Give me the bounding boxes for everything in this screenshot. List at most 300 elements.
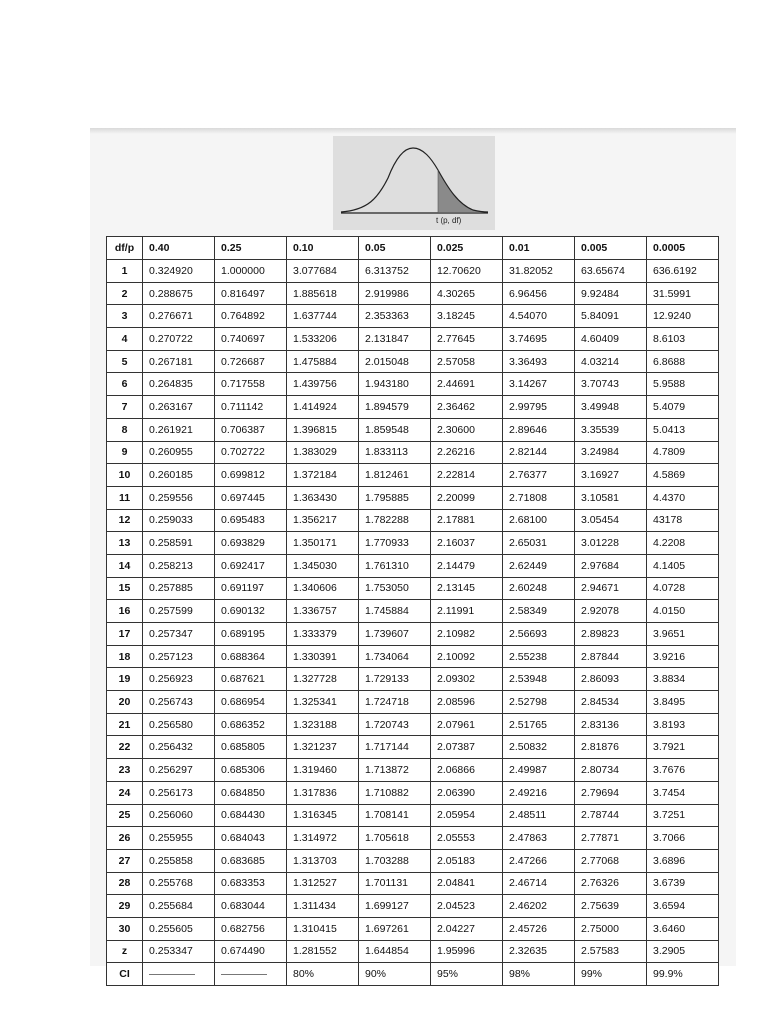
table-cell: 3.74695	[503, 328, 575, 351]
header-cell: 0.25	[215, 237, 287, 260]
header-cell: 0.01	[503, 237, 575, 260]
table-cell: 2.92078	[575, 600, 647, 623]
table-cell: 1.336757	[287, 600, 359, 623]
table-cell: 2.57058	[431, 350, 503, 373]
table-cell: 1.703288	[359, 849, 431, 872]
table-cell: 2.65031	[503, 532, 575, 555]
table-cell: 3.077684	[287, 260, 359, 283]
table-cell: 1.319460	[287, 759, 359, 782]
header-df-p: df/p	[107, 237, 143, 260]
table-cell: 1.705618	[359, 827, 431, 850]
table-cell: 2.81876	[575, 736, 647, 759]
table-cell: 2.05553	[431, 827, 503, 850]
table-cell: 1.372184	[287, 464, 359, 487]
table-cell: 4.0728	[647, 577, 719, 600]
table-cell: 3.8834	[647, 668, 719, 691]
table-cell: 2.50832	[503, 736, 575, 759]
table-cell: 2.49216	[503, 781, 575, 804]
table-cell: 0.260955	[143, 441, 215, 464]
table-row	[107, 963, 719, 986]
table-cell: 1.699127	[359, 895, 431, 918]
row-label: 9	[107, 441, 143, 464]
table-cell: 0.255858	[143, 849, 215, 872]
table-cell: 3.8495	[647, 691, 719, 714]
row-label: 30	[107, 917, 143, 940]
row-label: 22	[107, 736, 143, 759]
row-label: 23	[107, 759, 143, 782]
table-cell: 0.256923	[143, 668, 215, 691]
table-cell: 9.92484	[575, 282, 647, 305]
table-row	[107, 849, 719, 872]
table-cell: 3.8193	[647, 713, 719, 736]
table-cell: 2.62449	[503, 554, 575, 577]
table-cell: 0.256173	[143, 781, 215, 804]
table-row	[107, 350, 719, 373]
table-cell: 3.01228	[575, 532, 647, 555]
table-cell: 0.691197	[215, 577, 287, 600]
table-cell: 2.47863	[503, 827, 575, 850]
table-cell: 1.311434	[287, 895, 359, 918]
table-cell: 636.6192	[647, 260, 719, 283]
t-table	[106, 236, 719, 986]
table-cell: 1.330391	[287, 645, 359, 668]
table-cell: 1.734064	[359, 645, 431, 668]
table-cell: 3.16927	[575, 464, 647, 487]
table-cell: 3.7454	[647, 781, 719, 804]
table-cell: 2.60248	[503, 577, 575, 600]
row-label: 8	[107, 418, 143, 441]
table-cell: 2.47266	[503, 849, 575, 872]
table-cell: 2.04227	[431, 917, 503, 940]
table-cell: 4.7809	[647, 441, 719, 464]
table-cell: 0.688364	[215, 645, 287, 668]
empty-cell-dash	[215, 963, 287, 986]
header-cell: 0.05	[359, 237, 431, 260]
table-cell: 2.14479	[431, 554, 503, 577]
table-cell: 2.58349	[503, 600, 575, 623]
table-cell: 5.4079	[647, 396, 719, 419]
table-cell: 0.255768	[143, 872, 215, 895]
table-cell: 2.89823	[575, 623, 647, 646]
table-row	[107, 532, 719, 555]
density-curve	[341, 148, 488, 212]
table-cell: 31.82052	[503, 260, 575, 283]
row-label: 15	[107, 577, 143, 600]
row-label: 2	[107, 282, 143, 305]
row-label: 13	[107, 532, 143, 555]
table-cell: 3.05454	[575, 509, 647, 532]
table-cell: 2.82144	[503, 441, 575, 464]
table-row	[107, 623, 719, 646]
row-label: 18	[107, 645, 143, 668]
table-cell: 2.16037	[431, 532, 503, 555]
header-cell: 0.0005	[647, 237, 719, 260]
table-row	[107, 486, 719, 509]
table-cell: 2.44691	[431, 373, 503, 396]
table-cell: 2.07387	[431, 736, 503, 759]
table-cell: 2.84534	[575, 691, 647, 714]
table-cell: 1.753050	[359, 577, 431, 600]
table-cell: 1.717144	[359, 736, 431, 759]
table-cell: 0.259556	[143, 486, 215, 509]
table-cell: 1.720743	[359, 713, 431, 736]
table-cell: 4.30265	[431, 282, 503, 305]
table-cell: 1.894579	[359, 396, 431, 419]
table-cell: 2.07961	[431, 713, 503, 736]
table-cell: 2.99795	[503, 396, 575, 419]
table-cell: 95%	[431, 963, 503, 986]
table-row	[107, 441, 719, 464]
table-cell: 3.10581	[575, 486, 647, 509]
table-cell: 2.30600	[431, 418, 503, 441]
table-cell: 6.96456	[503, 282, 575, 305]
table-header-row	[107, 237, 719, 260]
table-cell: 0.267181	[143, 350, 215, 373]
table-cell: 2.32635	[503, 940, 575, 963]
table-cell: 1.475884	[287, 350, 359, 373]
table-row	[107, 713, 719, 736]
row-label: 4	[107, 328, 143, 351]
table-cell: 1.943180	[359, 373, 431, 396]
table-cell: 0.257347	[143, 623, 215, 646]
table-row	[107, 577, 719, 600]
table-cell: 2.06866	[431, 759, 503, 782]
table-cell: 2.06390	[431, 781, 503, 804]
table-cell: 0.256580	[143, 713, 215, 736]
table-cell: 2.36462	[431, 396, 503, 419]
table-cell: 0.264835	[143, 373, 215, 396]
table-cell: 1.321237	[287, 736, 359, 759]
table-cell: 0.711142	[215, 396, 287, 419]
table-cell: 3.6896	[647, 849, 719, 872]
table-cell: 4.60409	[575, 328, 647, 351]
table-row	[107, 282, 719, 305]
table-cell: 1.333379	[287, 623, 359, 646]
table-cell: 1.795885	[359, 486, 431, 509]
table-cell: 2.68100	[503, 509, 575, 532]
table-cell: 2.46202	[503, 895, 575, 918]
table-cell: 0.697445	[215, 486, 287, 509]
table-cell: 0.764892	[215, 305, 287, 328]
table-cell: 0.685805	[215, 736, 287, 759]
table-cell: 0.686352	[215, 713, 287, 736]
table-row	[107, 464, 719, 487]
table-cell: 3.9651	[647, 623, 719, 646]
row-label: 11	[107, 486, 143, 509]
table-cell: 4.54070	[503, 305, 575, 328]
row-label: 17	[107, 623, 143, 646]
table-cell: 3.2905	[647, 940, 719, 963]
table-cell: 0.717558	[215, 373, 287, 396]
row-label: 26	[107, 827, 143, 850]
table-cell: 2.77871	[575, 827, 647, 850]
scan-top-edge	[90, 128, 736, 134]
table-row	[107, 260, 719, 283]
table-cell: 3.24984	[575, 441, 647, 464]
table-cell: 1.739607	[359, 623, 431, 646]
table-cell: 1.000000	[215, 260, 287, 283]
table-cell: 43178	[647, 509, 719, 532]
table-row	[107, 781, 719, 804]
table-cell: 4.4370	[647, 486, 719, 509]
table-cell: 1.314972	[287, 827, 359, 850]
dash-line	[221, 974, 267, 975]
table-cell: 0.699812	[215, 464, 287, 487]
table-cell: 1.439756	[287, 373, 359, 396]
table-cell: 1.310415	[287, 917, 359, 940]
table-row	[107, 895, 719, 918]
table-row	[107, 668, 719, 691]
table-cell: 2.51765	[503, 713, 575, 736]
table-cell: 2.015048	[359, 350, 431, 373]
table-cell: 0.259033	[143, 509, 215, 532]
table-cell: 2.09302	[431, 668, 503, 691]
table-cell: 0.683353	[215, 872, 287, 895]
table-cell: 0.257123	[143, 645, 215, 668]
table-cell: 2.55238	[503, 645, 575, 668]
table-cell: 2.49987	[503, 759, 575, 782]
row-label: 25	[107, 804, 143, 827]
table-cell: 0.288675	[143, 282, 215, 305]
row-label: 12	[107, 509, 143, 532]
table-cell: 63.65674	[575, 260, 647, 283]
table-cell: 2.353363	[359, 305, 431, 328]
table-cell: 0.692417	[215, 554, 287, 577]
table-cell: 2.80734	[575, 759, 647, 782]
row-label: 16	[107, 600, 143, 623]
table-cell: 1.313703	[287, 849, 359, 872]
table-cell: 0.255684	[143, 895, 215, 918]
table-row	[107, 509, 719, 532]
table-cell: 12.9240	[647, 305, 719, 328]
row-label: 27	[107, 849, 143, 872]
t-distribution-curve	[333, 136, 495, 230]
table-cell: 1.345030	[287, 554, 359, 577]
table-cell: 2.86093	[575, 668, 647, 691]
row-label: 1	[107, 260, 143, 283]
table-cell: 1.312527	[287, 872, 359, 895]
table-cell: 1.729133	[359, 668, 431, 691]
table-cell: 1.533206	[287, 328, 359, 351]
table-cell: 0.685306	[215, 759, 287, 782]
table-cell: 0.263167	[143, 396, 215, 419]
row-label: 3	[107, 305, 143, 328]
table-cell: 5.0413	[647, 418, 719, 441]
table-cell: 99%	[575, 963, 647, 986]
table-cell: 2.75639	[575, 895, 647, 918]
table-cell: 5.9588	[647, 373, 719, 396]
table-cell: 0.253347	[143, 940, 215, 963]
table-row	[107, 940, 719, 963]
table-cell: 0.706387	[215, 418, 287, 441]
table-cell: 0.261921	[143, 418, 215, 441]
table-row	[107, 305, 719, 328]
table-cell: 0.687621	[215, 668, 287, 691]
table-cell: 1.697261	[359, 917, 431, 940]
table-cell: 1.761310	[359, 554, 431, 577]
table-cell: 2.77068	[575, 849, 647, 872]
table-cell: 1.95996	[431, 940, 503, 963]
table-cell: 2.76326	[575, 872, 647, 895]
table-cell: 0.257599	[143, 600, 215, 623]
table-cell: 0.682756	[215, 917, 287, 940]
table-cell: 3.9216	[647, 645, 719, 668]
table-cell: 3.6739	[647, 872, 719, 895]
table-cell: 1.323188	[287, 713, 359, 736]
table-cell: 1.782288	[359, 509, 431, 532]
table-row	[107, 917, 719, 940]
table-cell: 31.5991	[647, 282, 719, 305]
table-row	[107, 600, 719, 623]
table-row	[107, 736, 719, 759]
table-cell: 0.683044	[215, 895, 287, 918]
table-cell: 1.340606	[287, 577, 359, 600]
table-cell: 0.695483	[215, 509, 287, 532]
row-label: 21	[107, 713, 143, 736]
header-cell: 0.025	[431, 237, 503, 260]
table-cell: 2.131847	[359, 328, 431, 351]
table-cell: 2.26216	[431, 441, 503, 464]
row-label: 14	[107, 554, 143, 577]
table-row	[107, 804, 719, 827]
table-cell: 0.324920	[143, 260, 215, 283]
table-cell: 98%	[503, 963, 575, 986]
table-cell: 1.350171	[287, 532, 359, 555]
row-label: 5	[107, 350, 143, 373]
table-row	[107, 691, 719, 714]
row-label: CI	[107, 963, 143, 986]
table-cell: 3.7251	[647, 804, 719, 827]
table-cell: 3.35539	[575, 418, 647, 441]
table-cell: 0.270722	[143, 328, 215, 351]
table-cell: 0.684430	[215, 804, 287, 827]
table-cell: 1.637744	[287, 305, 359, 328]
table-cell: 2.05954	[431, 804, 503, 827]
header-cell: 0.10	[287, 237, 359, 260]
row-label: 29	[107, 895, 143, 918]
table-cell: 2.79694	[575, 781, 647, 804]
table-cell: 1.770933	[359, 532, 431, 555]
table-cell: 2.04841	[431, 872, 503, 895]
table-cell: 0.683685	[215, 849, 287, 872]
table-cell: 0.674490	[215, 940, 287, 963]
table-cell: 0.686954	[215, 691, 287, 714]
table-row	[107, 645, 719, 668]
table-cell: 3.14267	[503, 373, 575, 396]
table-cell: 2.57583	[575, 940, 647, 963]
table-cell: 1.859548	[359, 418, 431, 441]
table-cell: 2.56693	[503, 623, 575, 646]
table-cell: 1.396815	[287, 418, 359, 441]
table-cell: 2.11991	[431, 600, 503, 623]
table-cell: 0.258591	[143, 532, 215, 555]
row-label: 10	[107, 464, 143, 487]
header-cell: 0.005	[575, 237, 647, 260]
table-cell: 1.644854	[359, 940, 431, 963]
table-cell: 90%	[359, 963, 431, 986]
table-cell: 0.693829	[215, 532, 287, 555]
table-cell: 2.46714	[503, 872, 575, 895]
table-cell: 0.684043	[215, 827, 287, 850]
table-cell: 2.89646	[503, 418, 575, 441]
row-label: 7	[107, 396, 143, 419]
table-cell: 2.45726	[503, 917, 575, 940]
table-cell: 6.8688	[647, 350, 719, 373]
table-cell: 1.745884	[359, 600, 431, 623]
table-cell: 3.7921	[647, 736, 719, 759]
row-label: 20	[107, 691, 143, 714]
table-cell: 1.885618	[287, 282, 359, 305]
table-row	[107, 872, 719, 895]
table-cell: 0.816497	[215, 282, 287, 305]
upper-tail-shaded-area	[438, 170, 488, 212]
table-cell: 1.281552	[287, 940, 359, 963]
table-cell: 0.255605	[143, 917, 215, 940]
table-cell: 4.2208	[647, 532, 719, 555]
table-cell: 3.6460	[647, 917, 719, 940]
table-cell: 1.325341	[287, 691, 359, 714]
table-cell: 2.22814	[431, 464, 503, 487]
table-cell: 1.363430	[287, 486, 359, 509]
row-label: 19	[107, 668, 143, 691]
table-cell: 2.48511	[503, 804, 575, 827]
table-cell: 2.71808	[503, 486, 575, 509]
table-cell: 0.702722	[215, 441, 287, 464]
table-cell: 1.713872	[359, 759, 431, 782]
table-cell: 2.05183	[431, 849, 503, 872]
table-cell: 0.255955	[143, 827, 215, 850]
table-cell: 4.1405	[647, 554, 719, 577]
table-cell: 0.690132	[215, 600, 287, 623]
table-row	[107, 759, 719, 782]
table-cell: 2.76377	[503, 464, 575, 487]
table-cell: 3.49948	[575, 396, 647, 419]
table-cell: 0.258213	[143, 554, 215, 577]
dash-line	[149, 974, 195, 975]
table-cell: 2.10092	[431, 645, 503, 668]
table-cell: 3.36493	[503, 350, 575, 373]
row-label: 28	[107, 872, 143, 895]
table-cell: 2.04523	[431, 895, 503, 918]
table-cell: 1.812461	[359, 464, 431, 487]
table-cell: 1.316345	[287, 804, 359, 827]
table-cell: 1.317836	[287, 781, 359, 804]
table-cell: 3.6594	[647, 895, 719, 918]
table-cell: 2.919986	[359, 282, 431, 305]
table-cell: 2.75000	[575, 917, 647, 940]
table-cell: 1.833113	[359, 441, 431, 464]
table-cell: 1.414924	[287, 396, 359, 419]
table-cell: 0.256432	[143, 736, 215, 759]
table-cell: 1.724718	[359, 691, 431, 714]
table-cell: 6.313752	[359, 260, 431, 283]
table-cell: 8.6103	[647, 328, 719, 351]
table-cell: 4.0150	[647, 600, 719, 623]
table-cell: 2.10982	[431, 623, 503, 646]
empty-cell-dash	[143, 963, 215, 986]
table-row	[107, 396, 719, 419]
figure-label: t (p, df)	[436, 216, 462, 225]
table-cell: 0.260185	[143, 464, 215, 487]
table-row	[107, 554, 719, 577]
table-cell: 1.327728	[287, 668, 359, 691]
table-cell: 3.18245	[431, 305, 503, 328]
table-cell: 1.356217	[287, 509, 359, 532]
table-row	[107, 827, 719, 850]
table-row	[107, 328, 719, 351]
table-cell: 2.94671	[575, 577, 647, 600]
table-cell: 2.08596	[431, 691, 503, 714]
